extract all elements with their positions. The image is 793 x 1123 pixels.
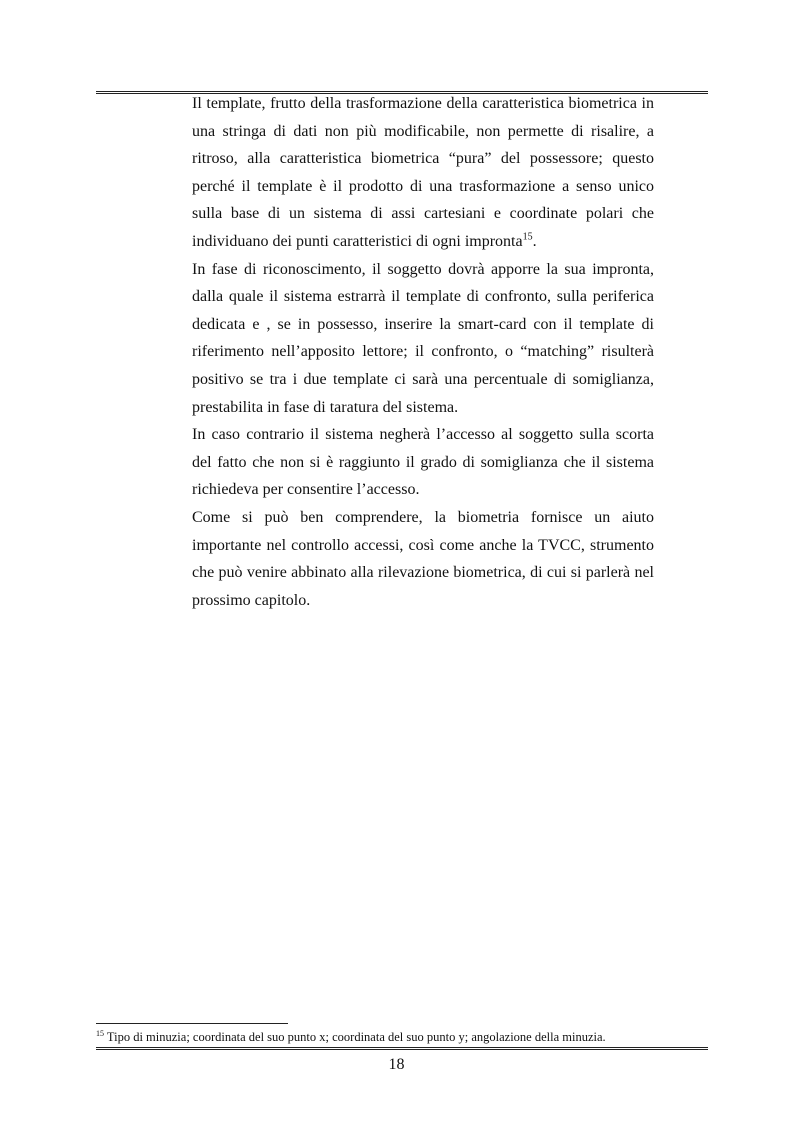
paragraph-1-tail: . bbox=[532, 232, 537, 250]
footnote-reference[interactable]: 15 bbox=[522, 231, 533, 243]
paragraph-2: In fase di riconoscimento, il soggetto dovrà apporre la sua impronta, dalla quale il sistema estrarrà il template di confronto, sulla periferica dedicata e , se in possesso, inserire la smart-card con il template di riferimento nell’apposito lettore; il confronto, o “matching” risulterà positivo se tra i due template ci sarà una percentuale di somiglianza, prestabilita in fase di taratura del sistema. bbox=[192, 260, 654, 416]
footnote-text: Tipo di minuzia; coordinata del suo punto x; coordinata del suo punto y; angolazione della minuzia. bbox=[106, 1030, 606, 1044]
footnote bbox=[96, 1030, 708, 1045]
paragraph-1 bbox=[192, 90, 654, 256]
body-text bbox=[192, 90, 654, 614]
footnote-separator bbox=[96, 1023, 288, 1024]
page-number: 18 bbox=[388, 1056, 405, 1073]
paragraph-4: Come si può ben comprendere, la biometria fornisce un aiuto importante nel controllo accessi, così come anche la TVCC, strumento che può venire abbinato alla rilevazione biometrica, di cui si parlerà nel prossimo capitolo. bbox=[192, 508, 654, 609]
footer-rule bbox=[96, 1047, 708, 1050]
paragraph-1-text: Il template, frutto della trasformazione della caratteristica biometrica in una stringa di dati non più modificabile, non permette di risalire, a ritroso, alla caratteristica biometrica “pura” del possessore; questo perché il template è il prodotto di una trasformazione a senso unico sulla base di un sistema di assi cartesiani e coordinate polari che individuano dei punti caratteristici di ogni impronta bbox=[192, 95, 654, 250]
paragraph-3: In caso contrario il sistema negherà l’accesso al soggetto sulla scorta del fatto che non si è raggiunto il grado di somiglianza che il sistema richiedeva per consentire l’accesso. bbox=[192, 426, 654, 499]
footnote-number: 15 bbox=[96, 1028, 104, 1038]
